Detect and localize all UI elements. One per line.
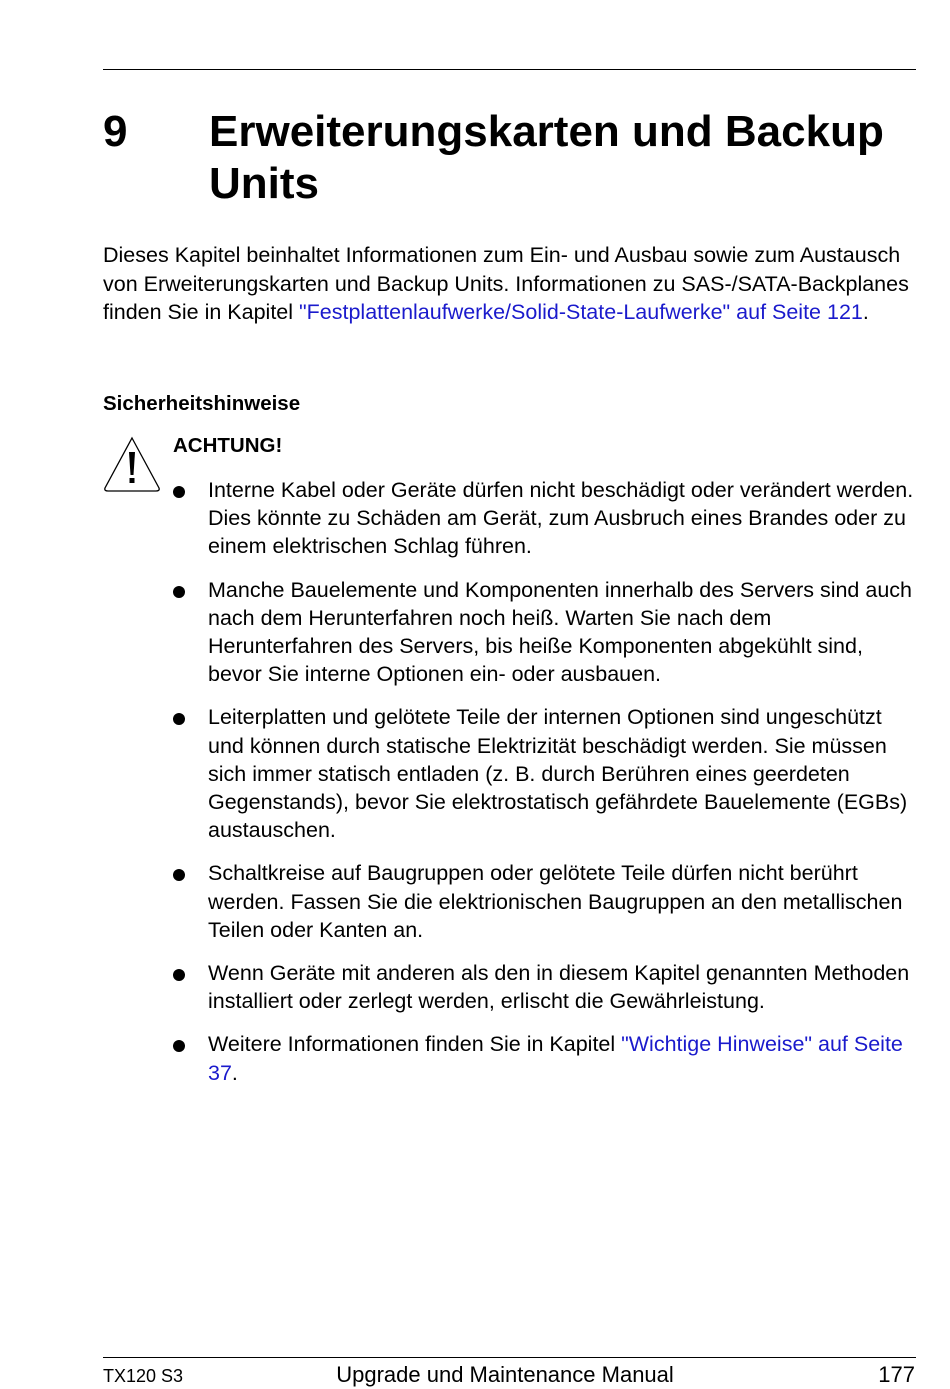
list-item-text: Schaltkreise auf Baugruppen oder gelötete Teile dürfen nicht berührt werden. Fassen Sie die elektrionischen Baugruppen an den metallischen Teilen oder Kanten an. xyxy=(208,861,903,942)
list-item-text: Manche Bauelemente und Komponenten innerhalb des Servers sind auch nach dem Herunterfahren noch heiß. Warten Sie nach dem Herunterfahren des Servers, bis heiße Komponenten abgekühlt sind, bevor Sie interne Optionen ein- oder ausbauen. xyxy=(208,577,912,687)
list-item xyxy=(173,576,918,689)
bullet-icon xyxy=(173,969,185,981)
chapter-title xyxy=(103,106,916,210)
intro-text: Dieses Kapitel beinhaltet Informationen zum Ein- und Ausbau sowie zum Austausch von Erweiterungskarten und Backup Units. Informationen zu SAS-/SATA-Backplanes finden Sie in Kapitel xyxy=(103,243,909,325)
safety-heading: Sicherheitshinweise xyxy=(103,392,301,415)
intro-suffix: . xyxy=(862,300,869,325)
page-number: 177 xyxy=(878,1362,915,1387)
chapter-title-text: Erweiterungskarten und Backup Units xyxy=(209,107,884,208)
bullet-icon xyxy=(173,586,185,598)
list-item xyxy=(173,476,918,561)
list-item-text: Interne Kabel oder Geräte dürfen nicht beschädigt oder verändert werden. Dies könnte zu Schäden am Gerät, zum Ausbruch eines Brandes oder zu einem elektrischen Schlag führen. xyxy=(208,478,914,559)
intro-paragraph xyxy=(103,241,918,327)
hinweise-link[interactable]: "Wichtige Hinweise" auf Seite 37 xyxy=(208,1032,903,1085)
list-item-text: Leiterplatten und gelötete Teile der internen Optionen sind ungeschützt und können durch statische Elektrizität beschädigt werden. Sie müssen sich immer statisch entladen (z. B. durch Berühren eines geerdeten Gegenstands), bevor Sie elektrostatisch gefährdete Bauelemente (EGBs) austauschen. xyxy=(208,705,908,843)
list-item xyxy=(173,859,918,944)
list-item xyxy=(173,1030,918,1086)
bullet-icon xyxy=(173,869,185,881)
list-item xyxy=(173,703,918,844)
list-item-suffix: . xyxy=(231,1060,238,1085)
footer-manual-title: Upgrade und Maintenance Manual xyxy=(336,1362,674,1387)
warning-label: ACHTUNG! xyxy=(173,434,283,457)
chapter-number: 9 xyxy=(103,107,128,156)
list-item-text: Wenn Geräte mit anderen als den in diesem Kapitel genannten Methoden installiert oder zerlegt werden, erlischt die Gewährleistung. xyxy=(208,961,910,1014)
caution-triangle-icon xyxy=(103,436,161,492)
bullet-icon xyxy=(173,486,185,498)
intro-link[interactable]: "Festplattenlaufwerke/Solid-State-Laufwerke" auf Seite 121 xyxy=(299,300,863,325)
bullet-icon xyxy=(173,1040,185,1052)
list-item xyxy=(173,959,918,1015)
header-rule xyxy=(103,69,916,70)
bullet-icon xyxy=(173,713,185,725)
footer-product: TX120 S3 xyxy=(103,1366,184,1386)
footer-rule xyxy=(103,1357,916,1358)
safety-list xyxy=(173,476,918,1102)
list-item-text: Weitere Informationen finden Sie in Kapitel xyxy=(208,1032,622,1057)
